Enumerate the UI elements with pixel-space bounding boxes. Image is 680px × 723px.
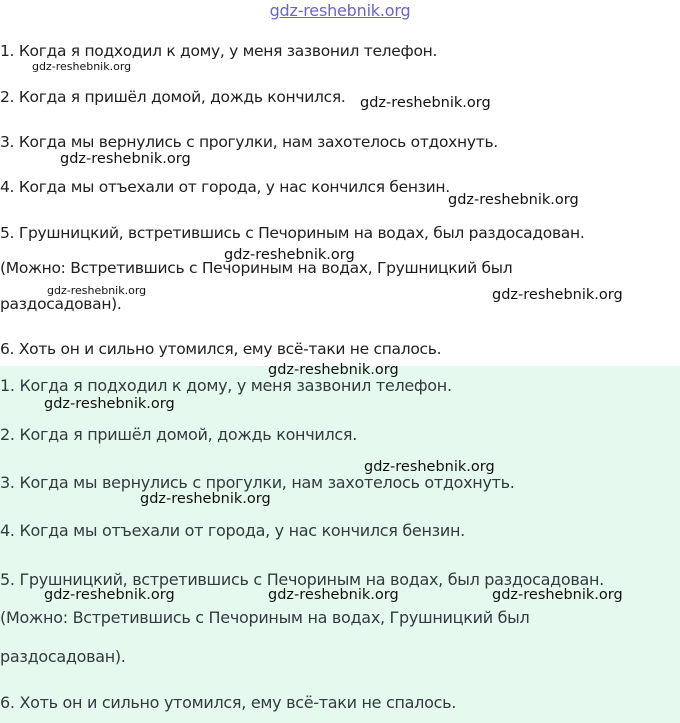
watermark: gdz-reshebnik.org: [492, 587, 623, 603]
top-answer-line-2: 2. Когда я пришёл домой, дождь кончился.: [0, 88, 346, 106]
watermark: gdz-reshebnik.org: [60, 151, 191, 167]
bottom-answer-line-6: (Можно: Встретившись с Печориным на водах, Грушницкий был: [0, 608, 530, 627]
top-answer-line-3: 3. Когда мы вернулись с прогулки, нам захотелось отдохнуть.: [0, 133, 498, 151]
watermark: gdz-reshebnik.org: [47, 284, 147, 297]
top-answer-line-5: 5. Грушницкий, встретившись с Печориным на водах, был раздосадован.: [0, 224, 585, 242]
top-answer-line-8: 6. Хоть он и сильно утомился, ему всё-таки не спалось.: [0, 340, 442, 358]
watermark: gdz-reshebnik.org: [448, 192, 579, 208]
bottom-answer-line-5: 5. Грушницкий, встретившись с Печориным на водах, был раздосадован.: [0, 570, 604, 589]
header-site-link[interactable]: gdz-reshebnik.org: [269, 1, 411, 20]
watermark: gdz-reshebnik.org: [224, 247, 355, 263]
watermark: gdz-reshebnik.org: [268, 362, 399, 378]
bottom-answer-line-2: 2. Когда я пришёл домой, дождь кончился.: [0, 425, 358, 444]
bottom-answer-line-1: 1. Когда я подходил к дому, у меня зазвонил телефон.: [0, 376, 452, 395]
watermark: gdz-reshebnik.org: [44, 396, 175, 412]
bottom-answer-line-4: 4. Когда мы отъехали от города, у нас кончился бензин.: [0, 521, 465, 540]
watermark: gdz-reshebnik.org: [492, 287, 623, 303]
watermark: gdz-reshebnik.org: [268, 587, 399, 603]
top-answer-line-1: 1. Когда я подходил к дому, у меня зазвонил телефон.: [0, 42, 438, 60]
bottom-answer-block: [0, 366, 680, 723]
bottom-answer-line-8: 6. Хоть он и сильно утомился, ему всё-таки не спалось.: [0, 693, 456, 712]
top-answer-line-7: раздосадован).: [0, 295, 122, 313]
watermark: gdz-reshebnik.org: [32, 60, 132, 73]
watermark: gdz-reshebnik.org: [140, 491, 271, 507]
watermark: gdz-reshebnik.org: [364, 459, 495, 475]
top-answer-line-4: 4. Когда мы отъехали от города, у нас кончился бензин.: [0, 178, 450, 196]
bottom-answer-line-3: 3. Когда мы вернулись с прогулки, нам захотелось отдохнуть.: [0, 473, 515, 492]
watermark: gdz-reshebnik.org: [360, 95, 491, 111]
top-answer-line-6: (Можно: Встретившись с Печориным на водах, Грушницкий был: [0, 259, 513, 277]
bottom-answer-line-7: раздосадован).: [0, 647, 126, 666]
watermark: gdz-reshebnik.org: [44, 587, 175, 603]
